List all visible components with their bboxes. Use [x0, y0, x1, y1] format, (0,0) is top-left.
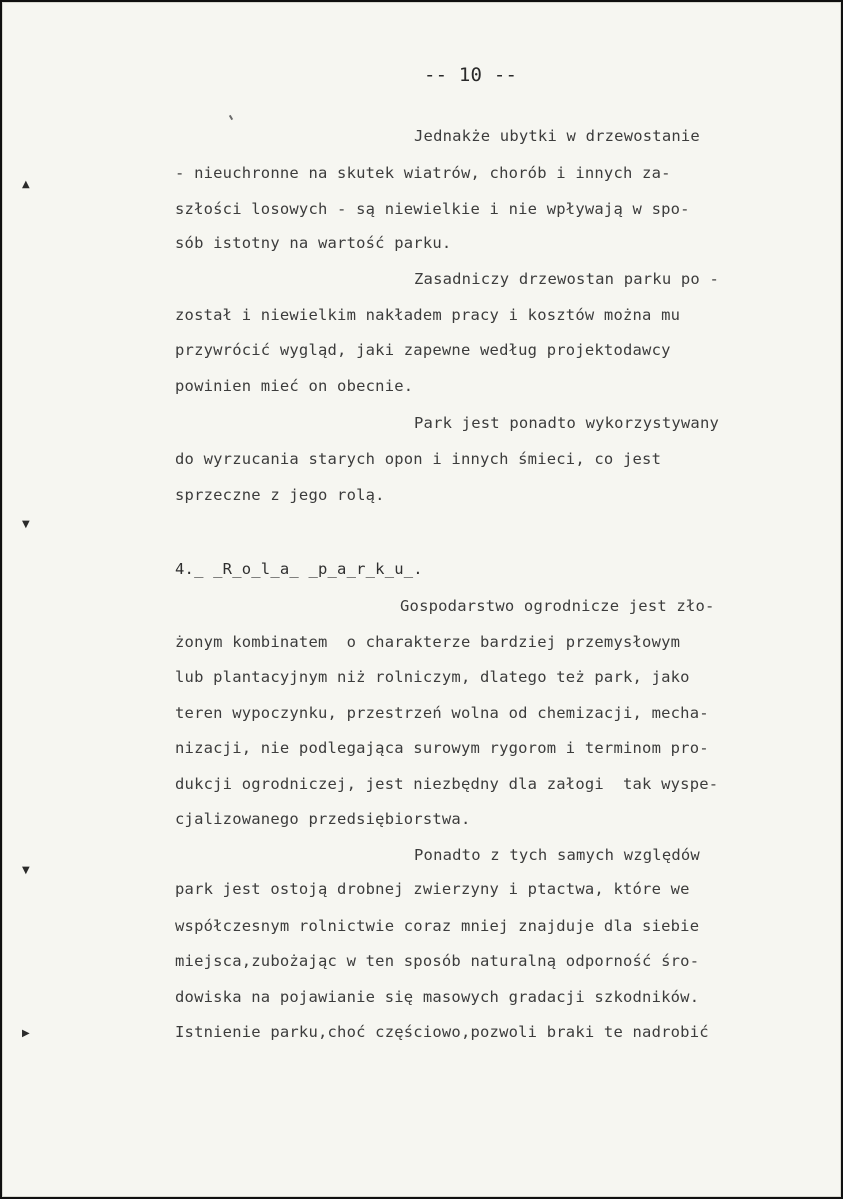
page-number: -- 10 --: [424, 64, 518, 86]
text-line: sób istotny na wartość parku.: [175, 234, 452, 252]
text-line: Jednakże ubytki w drzewostanie: [414, 127, 700, 145]
text-line: został i niewielkim nakładem pracy i kosztów można mu: [175, 306, 681, 324]
text-line: miejsca,zubożając w ten sposób naturalną odporność śro-: [175, 952, 700, 970]
text-line: - nieuchronne na skutek wiatrów, chorób i innych za-: [175, 164, 671, 182]
text-line: dowiska na pojawianie się masowych gradacji szkodników.: [175, 988, 700, 1006]
section-heading: 4._ _R_o_l_a_ _p_a_r_k_u_.: [175, 560, 423, 578]
text-line: dukcji ogrodniczej, jest niezbędny dla załogi tak wyspe-: [175, 775, 719, 793]
margin-mark-icon: ▼: [22, 865, 30, 876]
margin-mark-icon: ▲: [22, 179, 30, 190]
text-line: Istnienie parku,choć częściowo,pozwoli braki te nadrobić: [175, 1023, 709, 1041]
text-line: Zasadniczy drzewostan parku po -: [414, 270, 720, 288]
text-line: lub plantacyjnym niż rolniczym, dlatego też park, jako: [175, 668, 690, 686]
text-line: Park jest ponadto wykorzystywany: [414, 414, 720, 432]
text-line: żonym kombinatem o charakterze bardziej przemysłowym: [175, 633, 681, 651]
text-line: przywrócić wygląd, jaki zapewne według projektodawcy: [175, 341, 671, 359]
text-line: Gospodarstwo ogrodnicze jest zło-: [400, 597, 715, 615]
text-line: teren wypoczynku, przestrzeń wolna od chemizacji, mecha-: [175, 704, 709, 722]
text-line: szłości losowych - są niewielkie i nie wpływają w spo-: [175, 200, 690, 218]
text-line: powinien mieć on obecnie.: [175, 377, 414, 395]
text-line: nizacji, nie podlegająca surowym rygorom i terminom pro-: [175, 739, 709, 757]
margin-mark-icon: ▼: [22, 519, 30, 530]
text-line: sprzeczne z jego rolą.: [175, 486, 385, 504]
margin-mark-icon: ▶: [22, 1028, 30, 1039]
text-line: park jest ostoją drobnej zwierzyny i ptactwa, które we: [175, 880, 690, 898]
stray-mark: [229, 115, 233, 120]
text-line: współczesnym rolnictwie coraz mniej znajduje dla siebie: [175, 917, 700, 935]
text-line: do wyrzucania starych opon i innych śmieci, co jest: [175, 450, 662, 468]
text-line: cjalizowanego przedsiębiorstwa.: [175, 810, 471, 828]
text-line: Ponadto z tych samych względów: [414, 846, 700, 864]
